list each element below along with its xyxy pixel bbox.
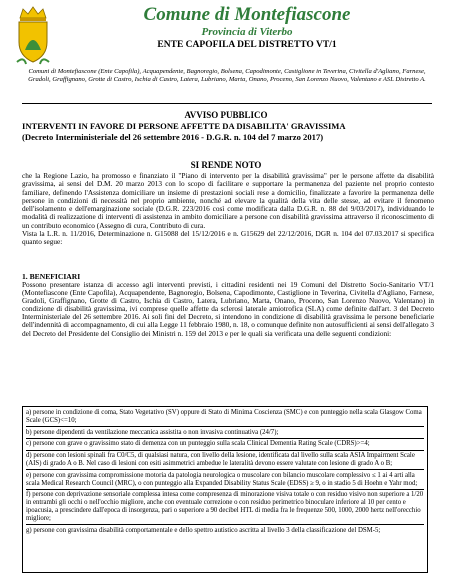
condition-item-b: b) persone dipendenti da ventilazione meccanica assistita o non invasiva continuativa (24/7); <box>26 429 424 439</box>
notice-subtitle <box>22 121 442 142</box>
condition-item-e: e) persone con gravissima compromissione motoria da patologia neurologica o muscolare con bilancio muscolare complessivo ≤ 1 ai 4 arti alla scala Medical Research Council (MRC), o con punteggio alla Expanded Disability Status Scale (EDSS) ≥ 9, o in stadio 5 di Hoehn e Yahr mod; <box>26 472 424 490</box>
beneficiari-heading: 1. BENEFICIARI <box>22 272 81 281</box>
letterhead <box>56 4 438 51</box>
ente-capofila-line: ENTE CAPOFILA DEL DISTRETTO VT/1 <box>157 40 337 50</box>
crest-crown <box>20 7 46 18</box>
condition-item-f: f) persone con deprivazione sensoriale complessa intesa come compresenza di minorazione visiva totale o con residuo visivo non superiore a 1/20 in entrambi gli occhi o nell'occhio migliore, anche con eventuale correzione o con residuo perimetrico binoculare inferiore al 10 per cento e ipoacusia, a prescindere dall'epoca di insorgenza, pari o superiore a 90 decibel HTL di media fra le frequenze 500, 1000, 2000 hertz nell'orecchio migliore; <box>26 491 424 525</box>
comune-title: Comune di Montefiascone <box>143 4 351 25</box>
intro-paragraph: che la Regione Lazio, ha promosso e finanziato il "Piano di intervento per la disabilità gravissima" per le persone affette da disabilità gravissima, ai sensi del D.M. 20 marzo 2013 con lo scopo di facilitare e supportare la permanenza del paziente nel proprio contesto familiare, definendo l'Assistenza domiciliare un insieme di prestazioni sociali rese a domicilio, finalizzate a favorire la permanenza delle persone in condizioni di necessità nel proprio ambiente, nonché ad elevare la qualità della vita delle stesse, ad evitare il fenomeno dell'isolamento e dell'emarginazione sociale (D.G.R. 223/2016 così come modificata dalla D.G.R. n. 88 del 9/03/2017), individuando le modalità di realizzazione di interventi di assistenza in ambito domiciliare a persone con disabilità gravissima attraverso il riconoscimento di un contributo economico (Assegno di cura, Contributo di cura. <box>22 171 434 230</box>
condition-item-g: g) persone con gravissima disabilità comportamentale e dello spettro autistico ascritta al livello 3 della classificazione del DSM-5; <box>26 526 381 534</box>
intro-vista-paragraph: Vista la L.R. n. 11/2016, Determinazione n. G15088 del 15/12/2016 e n. G15629 del 22/12/2016, DGR n. 104 del 07.03.2017 si specifica quanto segue: <box>22 228 434 246</box>
municipal-crest-icon <box>14 6 52 68</box>
beneficiari-text-block <box>22 281 434 338</box>
header-divider <box>22 103 432 104</box>
notice-subtitle-line-2: (Decreto Interministeriale del 26 settembre 2016 - D.G.R. n. 104 del 7 marzo 2017) <box>22 131 324 142</box>
provincia-subtitle: Provincia di Viterbo <box>201 26 293 38</box>
rende-noto-heading: SI RENDE NOTO <box>190 160 262 170</box>
condition-item-a: a) persone in condizione di coma, Stato Vegetativo (SV) oppure di Stato di Minima Coscienza (SMC) e con punteggio nella scala Glasgow Coma Scale (GCS)<=10; <box>26 409 424 427</box>
condition-item-c: c) persone con grave o gravissimo stato di demenza con un punteggio sulla scala Clinical Dementia Rating Scale (CDRS)>=4; <box>26 440 424 450</box>
condition-item-d: d) persone con lesioni spinali fra C0/C5, di qualsiasi natura, con livello della lesione, identificata dal livello sulla scala ASIA Impairment Scale (AIS) di grado A o B. Nel caso di lesioni con esiti asimmetrici ambedue le lateralità devono essere valutate con lesione di grado A o B; <box>26 452 424 470</box>
conditions-table <box>22 406 428 573</box>
notice-title: AVVISO PUBBLICO <box>184 110 268 120</box>
notice-subtitle-line-1: INTERVENTI IN FAVORE DI PERSONE AFFETTE DA DISABILITA' GRAVISSIMA <box>22 121 346 131</box>
member-municipalities: Comuni di Montefiascone (Ente Capofila), Acquapendente, Bagnoregio, Bolsena, Capodimonte, Castiglione in Teverina, Civitella d'Agliano, Farnese, Gradoli, Graffignano, Grotte di Castro, Ischia di Castro, Latera, Lubriano, Marta, Onano, Proceno, San Lorenzo Nuovo, Valentano e ASL Distretto A. <box>28 68 426 84</box>
intro-text <box>22 172 434 246</box>
beneficiari-paragraph: Possono presentare istanza di accesso agli interventi previsti, i cittadini residenti nei 19 Comuni del Distretto Socio-Sanitario VT/1 (Montefiascone (Ente Capofila), Acquapendente, Bagnoregio, Bolsena, Capodimonte, Castiglione in Teverina, Civitella d'Agliano, Farnese, Gradoli, Graffignano, Grotte di Castro, Ischia di Castro, Latera, Lubriano, Marta, Onano, Proceno, San Lorenzo Nuovo, Valentano) in condizione di disabilità gravissima, ivi comprese quelle affette da sclerosi laterale amiotrofica (SLA) come definite dall'art. 3 del Decreto Interministeriale del 26 settembre 2016. Ai soli fini del Decreto, si intendono in condizione di disabilità gravissima le persone beneficiarie dell'indennità di accompagnamento, di cui alla Legge 11 febbraio 1980, n. 18, o comunque definite non autosufficienti ai sensi dell'allegato 3 del Decreto del Presidente del Consiglio dei Ministri n. 159 del 2013 e per le quali sia verificata una delle seguenti condizioni: <box>22 280 434 338</box>
